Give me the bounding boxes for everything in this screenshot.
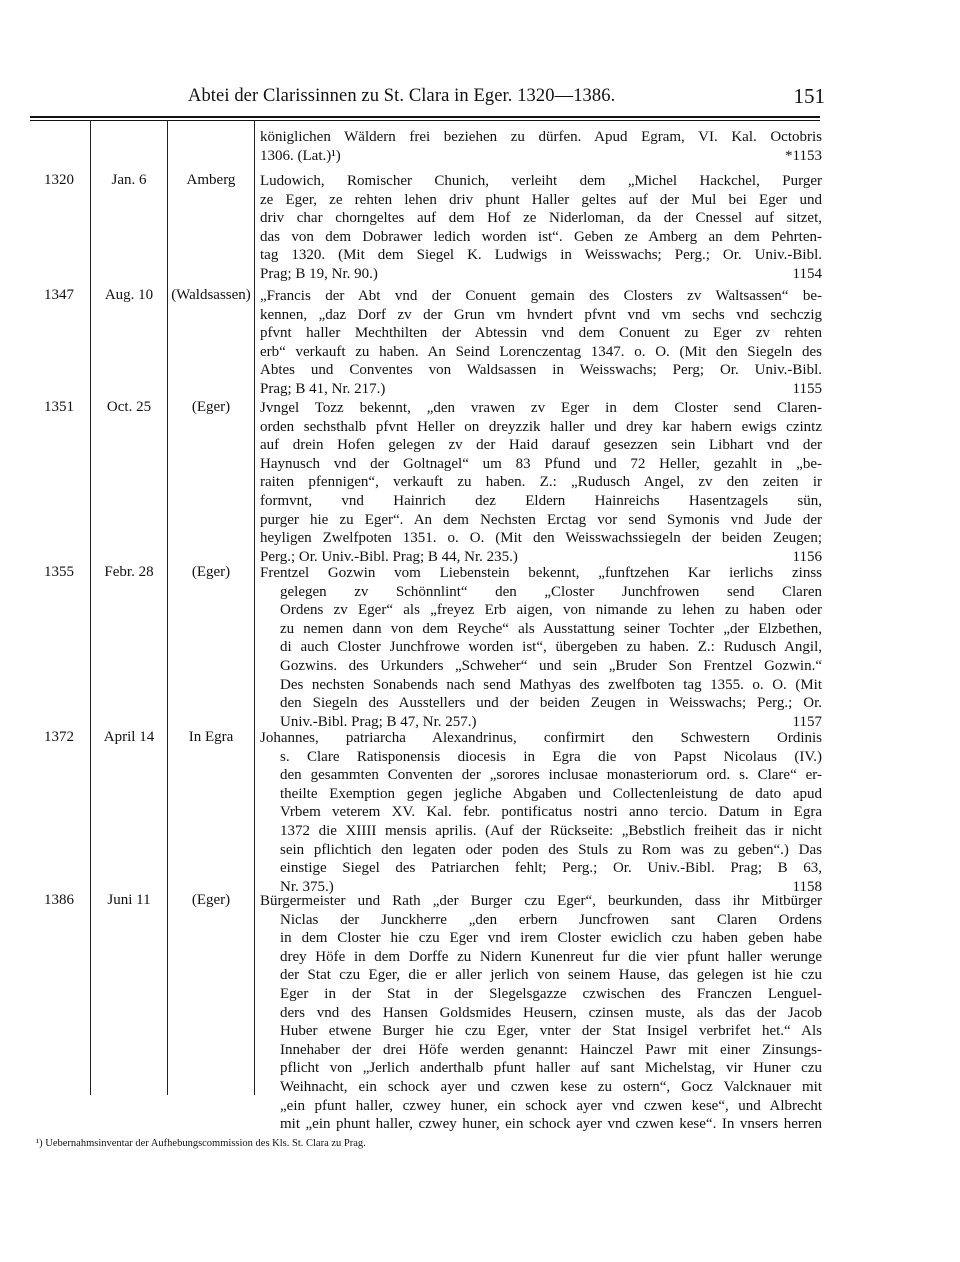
- text-line: purger hie zu Eger“. An dem Nechsten Erctag vor send Symonis vnd Jude der: [260, 511, 822, 528]
- text-line: auf drein Hofen gelegen zv der Haid darauf gesezzen sein Libhart vnd der: [260, 437, 822, 454]
- entry-date: Oct. 25: [106, 399, 152, 415]
- text-line: „Francis der Abt vnd der Conuent gemain des Closters zv Waltsassen“ be-: [260, 288, 822, 304]
- text-line: tag 1320. (Mit dem Siegel K. Ludwigs in Weisswachs; Perg.; Or. Univ.-Bibl.: [260, 247, 822, 264]
- entry-year: 1347: [44, 287, 74, 303]
- entry-text: [260, 172, 822, 284]
- entry-date: April 14: [103, 729, 155, 745]
- footnote-marker: ¹): [36, 1138, 43, 1149]
- text-line: orden sechsthalb pfvnt Heller on dreyzzik haller und drey kar habern ewigs czintz: [260, 418, 822, 435]
- document-number: 1157: [792, 713, 822, 730]
- text-line: Jvngel Tozz bekennt, „den vrawen zv Eger in dem Closter send Claren-: [260, 400, 822, 416]
- running-header: [180, 84, 825, 114]
- text-line: pflicht von „Jerlich anderthalb pfunt haller auf sant Michelstag, vir Huner czu: [280, 1060, 822, 1077]
- entry-year: 1355: [44, 564, 74, 580]
- entry-text: [260, 729, 822, 896]
- entry-year: 1351: [44, 399, 74, 415]
- text-line: königlichen Wäldern frei beziehen zu dürfen. Apud Egram, VI. Kal. Octobris: [260, 129, 822, 145]
- entry-place: (Eger): [191, 399, 231, 415]
- text-line-content: Univ.-Bibl. Prag; B 47, Nr. 257.): [280, 713, 477, 730]
- text-line: „ein pfunt haller, czwey huner, ein schock ayer vnd czwen kese“, und Albrecht: [280, 1097, 822, 1114]
- entry-place: (Waldsassen): [171, 287, 251, 303]
- entry-text: [260, 128, 822, 165]
- text-line: Huber etwene Burger hie czu Eger, vnter der Stat Insigel verbrifet het.“ Als: [280, 1023, 822, 1040]
- text-line: den gesammten Conventen der „sorores inclusae monasteriorum ord. s. Clare“ er-: [280, 767, 822, 784]
- document-number: *1153: [785, 147, 822, 164]
- document-number: 1155: [792, 380, 822, 397]
- text-line: Vrbem veterem XV. Kal. febr. pontificatus nostri anno tercio. Datum in Egra: [280, 804, 822, 821]
- text-line: einstige Siegel des Patriarchen fehlt; Perg.; Or. Univ.-Bibl. Prag; B 63,: [280, 860, 822, 877]
- text-line: Bürgermeister und Rath „der Burger czu Eger“, beurkunden, dass ihr Mitbürger: [260, 893, 822, 909]
- text-line: ze Eger, ze rehten lehen driv phunt Haller geltes auf der Mul bei Eger und: [260, 191, 822, 208]
- entry-text: [260, 892, 822, 1134]
- text-line: Ludowich, Romischer Chunich, verleiht dem „Michel Hackchel, Purger: [260, 173, 822, 189]
- header-rule-thin: [30, 120, 820, 121]
- text-line: mit „ein phunt haller, czwey huner, ein schock ayer vnd czwen kese“. In vnsers herren: [280, 1116, 822, 1133]
- entry-date: Aug. 10: [104, 287, 154, 303]
- text-line: Johannes, patriarcha Alexandrinus, confirmirt den Schwestern Ordinis: [260, 730, 822, 746]
- document-number: 1158: [792, 878, 822, 895]
- entry-place: In Egra: [188, 729, 234, 745]
- text-line: pfvnt haller Mechthilten der Abtessin vnd dem Conuent zu Eger zv rehten: [260, 325, 822, 342]
- header-title: Abtei der Clarissinnen zu St. Clara in Eger. 1320—1386.: [188, 86, 616, 106]
- entry-place: Amberg: [186, 172, 236, 188]
- text-line-content: Prag; B 19, Nr. 90.): [260, 265, 378, 282]
- page-number: 151: [793, 84, 825, 108]
- text-line: raiten pfennigen“, verkauft zu haben. Z.: „Rudusch Angel, zv den zeiten ir: [260, 474, 822, 491]
- entry-year: 1372: [44, 729, 74, 745]
- text-line: [260, 147, 822, 166]
- text-line: heyligen Zwelfpoten 1351. o. O. (Mit den Weisswachssiegeln der beiden Zeugen;: [260, 530, 822, 547]
- entry-year: 1386: [44, 892, 74, 908]
- text-line: das von dem Dobrawer ledich worden ist“. Geben ze Amberg an dem Pehrten-: [260, 228, 822, 245]
- text-line: Gozwins. des Urkunders „Schweher“ und sein „Bruder Son Frentzel Gozwin.“: [280, 657, 822, 674]
- text-line: formvnt, vnd Hainrich dez Eldern Hainreichs Hasentzagels sün,: [260, 492, 822, 509]
- text-line: Haynusch vnd der Goltnagel“ um 83 Pfund und 72 Heller, gezahlt in „be-: [260, 455, 822, 472]
- text-line-content: Perg.; Or. Univ.-Bibl. Prag; B 44, Nr. 235.): [260, 548, 518, 565]
- entry-text: [260, 399, 822, 566]
- entry-text: [260, 564, 822, 731]
- column-divider-year: [90, 120, 91, 1095]
- entry-year: 1320: [44, 172, 74, 188]
- text-line: driv char chorngeltes auf dem Hof ze Niderloman, da der Cnessel auf sitzet,: [260, 210, 822, 227]
- text-line: der Stat czu Eger, die er aller jerlich von seinem Hause, das gelegen ist hie czu: [280, 967, 822, 984]
- header-rule-thick: [30, 116, 820, 118]
- text-line: ders vnd des Hansen Goldsmides Heusern, czinsen muste, als das der Jacob: [280, 1004, 822, 1021]
- text-line: in dem Closter hie czu Eger vnd irem Closter ewiclich czu haben geben habe: [280, 930, 822, 947]
- footnote: [36, 1138, 796, 1149]
- text-line-content: 1306. (Lat.)¹): [260, 147, 341, 164]
- text-line: [260, 265, 822, 284]
- entry-place: (Eger): [191, 564, 231, 580]
- text-line: drey Höfe in dem Dorffe zu Nidern Kunenreut fur die vier pfunt haller werunge: [280, 948, 822, 965]
- text-line-content: Prag; B 41, Nr. 217.): [260, 380, 386, 397]
- text-line: [260, 380, 822, 399]
- footnote-text: Uebernahmsinventar der Aufhebungscommission des Kls. St. Clara zu Prag.: [45, 1138, 366, 1149]
- text-line: Niclas der Junckherre „den erbern Juncfrowen sant Claren Ordens: [280, 911, 822, 928]
- text-line: Des nechsten Sonabends nach send Mathyas des zwelfboten tag 1355. o. O. (Mit: [280, 676, 822, 693]
- text-line: Abtes und Conventes von Waldsassen in Weisswachs; Perg; Or. Univ.-Bibl.: [260, 362, 822, 379]
- text-line: Innehaber der drei Höfe werden genannt: Hainczel Pawr mit einer Zinsungs-: [280, 1041, 822, 1058]
- entry-date: Jan. 6: [111, 172, 147, 188]
- text-line: erb“ verkauft zu haben. An Seind Lorenczentag 1347. o. O. (Mit den Siegeln des: [260, 343, 822, 360]
- text-line: Ordens zv Eger“ als „freyez Erb aigen, von nimande zu lehen zu haben oder: [280, 602, 822, 619]
- text-line: gelegen zv Schönnlint“ den „Closter Junchfrowen send Claren: [280, 583, 822, 600]
- text-line: 1372 die XIIII mensis aprilis. (Auf der Rückseite: „Bebstlich freiheit das ir nicht: [280, 822, 822, 839]
- text-line: Eger in der Stat in der Slegelsgazze czwischen des Franczen Lenguel-: [280, 985, 822, 1002]
- column-divider-date: [167, 120, 168, 1095]
- text-line-content: Nr. 375.): [280, 878, 334, 895]
- text-line: di auch Closter Junchfrowe worden ist“, übergeben zu haben. Z.: Rudusch Angil,: [280, 639, 822, 656]
- text-line: kennen, „daz Dorf zv der Grun vm hvndert pfvnt vnd vm sechs vnd sechczig: [260, 306, 822, 323]
- text-line: Weihnacht, ein schock ayer und czwen kese zu ostern“, Gocz Valcknauer mit: [280, 1078, 822, 1095]
- text-line: s. Clare Ratisponensis diocesis in Egra die von Papst Nicolaus (IV.): [280, 748, 822, 765]
- text-line: theilte Exemption gegen jegliche Abgaben und Collectenleistung de dato apud: [280, 785, 822, 802]
- text-line: den Siegeln des Ausstellers und der beiden Zeugen in Weisswachs; Perg.; Or.: [280, 695, 822, 712]
- document-number: 1156: [792, 548, 822, 565]
- entry-place: (Eger): [191, 892, 231, 908]
- column-divider-place: [254, 120, 255, 1095]
- entry-text: [260, 287, 822, 399]
- text-line: zu nemen dann von dem Reyche“ als Ausstattung seiner Tochter „der Elzbethen,: [280, 620, 822, 637]
- entry-date: Febr. 28: [104, 564, 154, 580]
- document-number: 1154: [792, 265, 822, 282]
- text-line: Frentzel Gozwin vom Liebenstein bekennt, „funftzehen Kar ierlichs zinss: [260, 565, 822, 581]
- text-line: sein pflichtich den legaten oder poden des Stuls zu Rom was zu geben“.) Das: [280, 841, 822, 858]
- entry-date: Juni 11: [107, 892, 151, 908]
